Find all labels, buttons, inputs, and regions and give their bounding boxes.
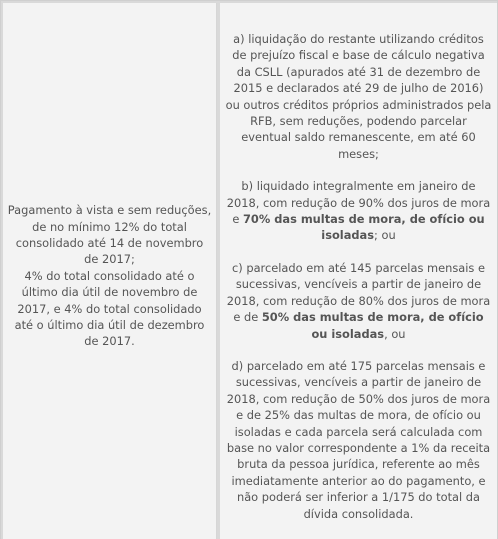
option-c [225,260,492,342]
payment-terms-cell [3,3,217,539]
payment-terms-line-1: Pagamento à vista e sem reduções, de no mínimo 12% do total consolidado até 14 de novembro de 2017; [7,203,212,267]
payment-terms-text [7,192,212,350]
option-c-bold: 50% das multas de mora, de ofício ou isoladas [261,310,484,341]
option-c-suffix: , ou [384,326,406,341]
option-c-text: c) parcelado em até 145 parcelas mensais e sucessivas, vencíveis a partir de janeiro de 2018, com redução de 80% dos juros de mora e de [226,260,491,325]
option-d: d) parcelado em até 175 parcelas mensais e sucessivas, vencíveis a partir de janeiro de 2018, com redução de 50% dos juros de mora e de 25% das multas de mora, de ofício ou isoladas e cada parcela será calculada com base no valor correspondente a 1% da receita bruta da pessoa jurídica, referente ao mês imediatamente anterior ao do pagamento, e não poderá ser inferior a 1/175 do total da dívida consolidada. [226,358,491,521]
option-b [225,178,492,244]
option-b-bold: 70% das multas de mora, de ofício ou isoladas [243,212,485,243]
option-b-suffix: ; ou [374,228,396,243]
option-a: a) liquidação do restante utilizando créditos de prejuízo fiscal e base de cálculo negativa da CSLL (apurados até 31 de dezembro de 2015 e declarados até 29 de julho de 2016) ou outros créditos próprios administrados pela RFB, sem reduções, podendo parcelar eventual saldo remanescente, em até 60 meses; [225,32,492,161]
option-b-text: b) liquidado integralmente em janeiro de 2018, com redução de 90% dos juros de mora e [226,179,491,227]
options-list [220,3,497,522]
payment-terms-line-2: 4% do total consolidado até o último dia útil de novembro de 2017, e 4% do total consolidado até o último dia útil de dezembro de 2017. [14,268,205,349]
options-cell [220,3,497,539]
